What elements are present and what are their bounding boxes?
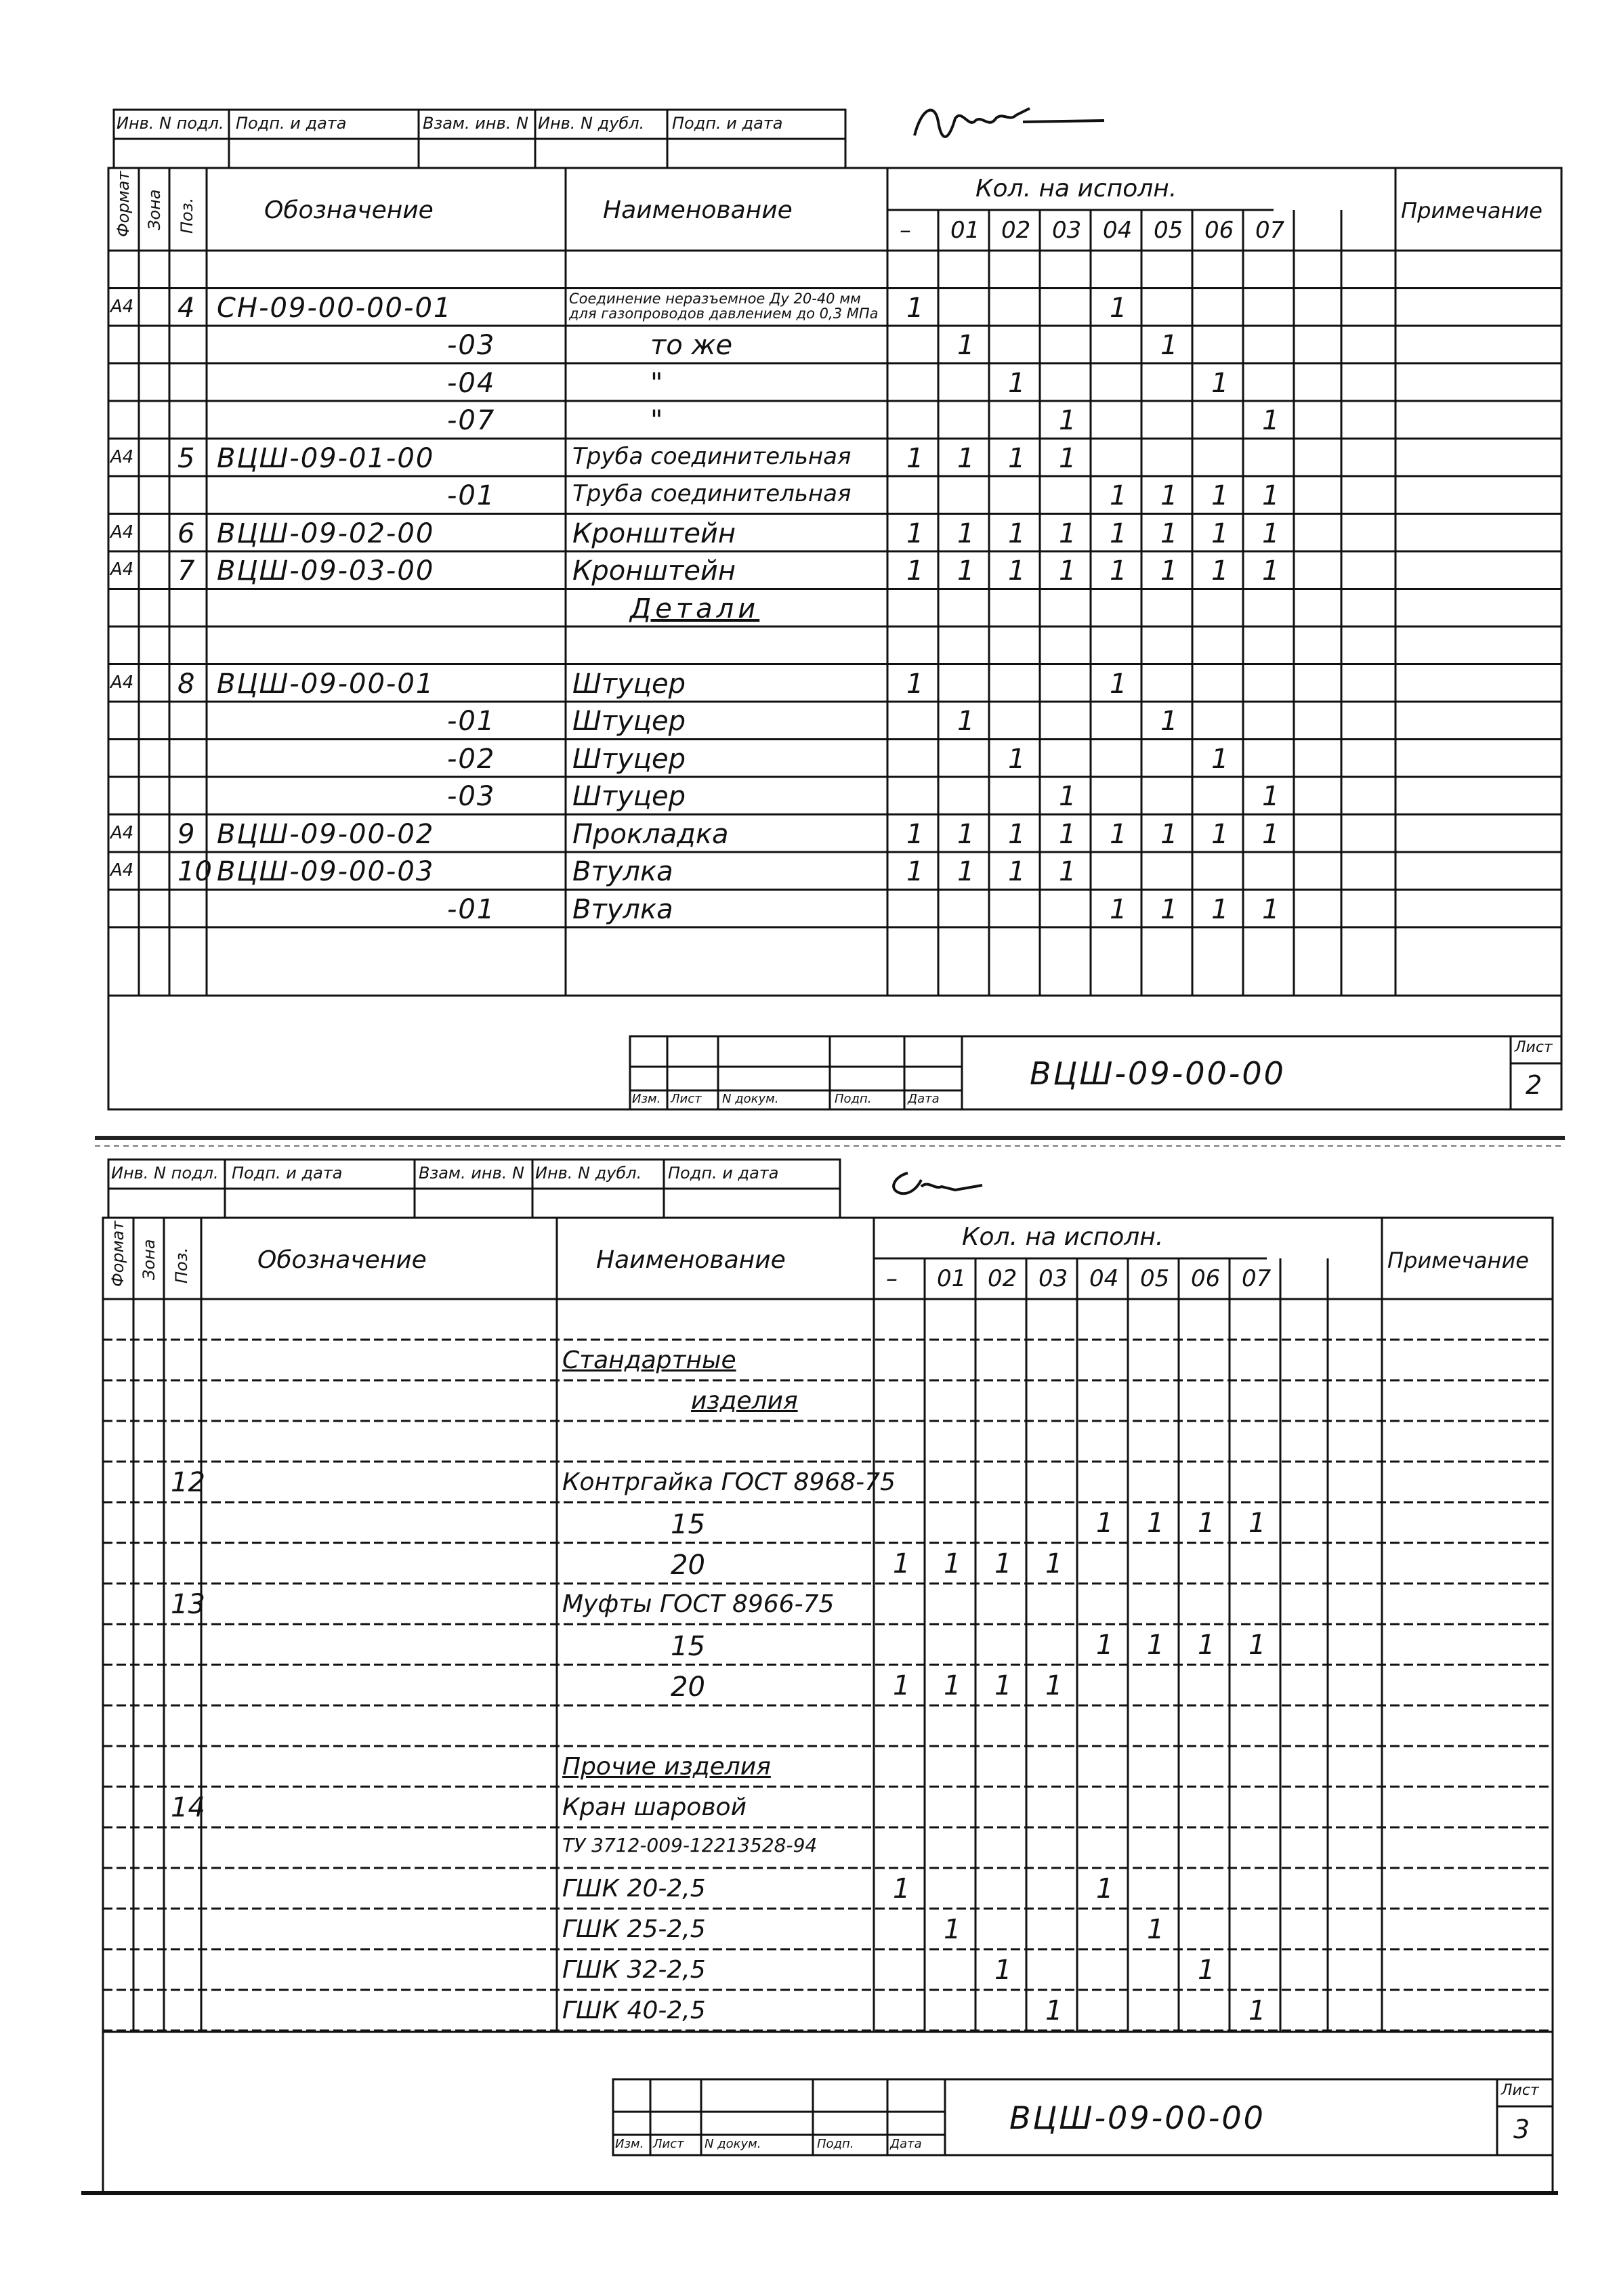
- variant-header-7: 07: [1242, 1265, 1272, 1292]
- qty-cell: 1: [1160, 330, 1178, 361]
- qty-cell: 1: [957, 856, 975, 887]
- row-name: Контргайка ГОСТ 8968-75: [562, 1468, 896, 1496]
- col-name: Наименование: [596, 1246, 786, 1274]
- qty-cell: 1: [957, 555, 975, 587]
- variant-header-2: 02: [1001, 217, 1031, 244]
- row-position: 5: [177, 442, 195, 474]
- qty-cell: 1: [1160, 555, 1178, 587]
- variant-header-4: 04: [1103, 217, 1133, 244]
- qty-cell: 1: [1147, 1508, 1164, 1539]
- col-note: Примечание: [1401, 198, 1542, 224]
- stamp-podp-data-2: Подп. и дата: [672, 114, 783, 133]
- qty-cell: 1: [1262, 893, 1280, 925]
- qty-cell: 1: [906, 856, 924, 887]
- row-designation: ВЦШ-09-02-00: [217, 517, 435, 549]
- tb-data: Дата: [890, 2137, 922, 2151]
- qty-cell: 1: [893, 1873, 910, 1905]
- tb-data: Дата: [908, 1092, 940, 1106]
- qty-cell: 1: [957, 706, 975, 737]
- qty-cell: 1: [1096, 1873, 1114, 1905]
- section-heading: изделия: [691, 1387, 798, 1415]
- row-name: ": [650, 405, 663, 436]
- stamp-vzam: Взам. инв. N: [423, 114, 528, 133]
- qty-cell: 1: [1262, 405, 1280, 436]
- qty-cell: 1: [1198, 1630, 1215, 1661]
- row-designation: -03: [447, 330, 496, 361]
- sheet-number: 3: [1513, 2114, 1530, 2144]
- row-designation: СН-09-00-00-01: [217, 292, 453, 324]
- qty-cell: 1: [1110, 818, 1127, 850]
- row-name: 20: [671, 1550, 705, 1581]
- stamp-inv-podl: Инв. N подл.: [111, 1164, 219, 1183]
- section-heading: Стандартные: [562, 1346, 736, 1374]
- row-name: ГШК 20-2,5: [562, 1875, 706, 1902]
- qty-cell: 1: [1110, 292, 1127, 324]
- row-designation: -02: [447, 743, 496, 775]
- row-name: Штуцер: [572, 668, 686, 700]
- row-designation: ВЦШ-09-00-03: [217, 856, 435, 887]
- row-name: Штуцер: [572, 781, 686, 812]
- row-format: А4: [110, 822, 134, 843]
- qty-cell: 1: [1211, 480, 1229, 511]
- row-name: ГШК 40-2,5: [562, 1997, 706, 2024]
- row-format: А4: [110, 296, 134, 317]
- row-position: 14: [171, 1792, 205, 1823]
- row-name: Труба соединительная: [572, 442, 852, 470]
- col-pos: Поз.: [177, 197, 196, 234]
- qty-cell: 1: [944, 1670, 961, 1701]
- row-name: Прокладка: [572, 818, 729, 850]
- qty-cell: 1: [1110, 893, 1127, 925]
- qty-cell: 1: [1045, 1995, 1063, 2026]
- qty-cell: 1: [893, 1670, 910, 1701]
- row-format: А4: [110, 672, 134, 693]
- qty-cell: 1: [1008, 442, 1026, 474]
- variant-header-7: 07: [1255, 217, 1285, 244]
- row-designation: -04: [447, 367, 496, 399]
- qty-cell: 1: [1008, 517, 1026, 549]
- qty-cell: 1: [906, 555, 924, 587]
- variant-header-3: 03: [1052, 217, 1082, 244]
- qty-cell: 1: [1160, 893, 1178, 925]
- col-designation: Обозначение: [264, 196, 434, 224]
- tb-list: Лист: [671, 1092, 702, 1106]
- qty-cell: 1: [994, 1955, 1012, 1986]
- stamp-podp-data: Подп. и дата: [232, 1164, 343, 1183]
- row-name: Муфты ГОСТ 8966-75: [562, 1590, 835, 1618]
- tb-n-dokum: N докум.: [705, 2137, 761, 2151]
- tb-podp: Подп.: [835, 1092, 872, 1106]
- document-number: ВЦШ-09-00-00: [1009, 2100, 1265, 2136]
- qty-cell: 1: [1262, 517, 1280, 549]
- row-format: А4: [110, 522, 134, 543]
- qty-cell: 1: [1059, 555, 1076, 587]
- col-format: Формат: [114, 171, 133, 237]
- row-position: 8: [177, 668, 195, 700]
- qty-cell: 1: [944, 1548, 961, 1579]
- qty-cell: 1: [1198, 1955, 1215, 1986]
- tb-izm: Изм.: [632, 1092, 661, 1106]
- row-position: 4: [177, 292, 195, 324]
- col-zone: Зона: [140, 1239, 159, 1280]
- qty-cell: 1: [1045, 1548, 1063, 1579]
- row-designation: ВЦШ-09-03-00: [217, 555, 435, 587]
- row-position: 10: [177, 856, 212, 887]
- col-format: Формат: [108, 1220, 127, 1287]
- row-name: 15: [671, 1631, 705, 1662]
- qty-cell: 1: [1262, 555, 1280, 587]
- row-position: 12: [171, 1467, 205, 1498]
- qty-cell: 1: [957, 330, 975, 361]
- qty-cell: 1: [957, 818, 975, 850]
- qty-cell: 1: [1147, 1630, 1164, 1661]
- qty-cell: 1: [1059, 517, 1076, 549]
- row-designation: -03: [447, 781, 496, 812]
- sheet-label: Лист: [1515, 1039, 1553, 1056]
- col-pos: Поз.: [172, 1247, 191, 1283]
- row-designation: ВЦШ-09-01-00: [217, 442, 435, 474]
- row-name: ": [650, 367, 663, 399]
- variant-header-0: –: [900, 217, 911, 244]
- qty-cell: 1: [1211, 367, 1229, 399]
- qty-cell: 1: [893, 1548, 910, 1579]
- qty-cell: 1: [1096, 1630, 1114, 1661]
- variant-header-0: –: [886, 1265, 898, 1292]
- row-name: Кронштейн: [572, 555, 736, 587]
- tb-n-dokum: N докум.: [722, 1092, 779, 1106]
- row-designation: ВЦШ-09-00-02: [217, 818, 435, 850]
- row-name: ТУ 3712-009-12213528-94: [562, 1834, 818, 1856]
- col-qty-group: Кол. на исполн.: [975, 175, 1177, 203]
- tb-izm: Изм.: [615, 2137, 644, 2151]
- qty-cell: 1: [1059, 856, 1076, 887]
- qty-cell: 1: [1110, 517, 1127, 549]
- variant-header-5: 05: [1154, 217, 1183, 244]
- qty-cell: 1: [1262, 480, 1280, 511]
- row-position: 7: [177, 555, 195, 587]
- row-name: Труба соединительная: [572, 480, 852, 507]
- row-name: то же: [650, 330, 733, 361]
- qty-cell: 1: [1211, 743, 1229, 775]
- row-designation: ВЦШ-09-00-01: [217, 668, 435, 700]
- qty-cell: 1: [1160, 706, 1178, 737]
- qty-cell: 1: [1211, 555, 1229, 587]
- qty-cell: 1: [1008, 743, 1026, 775]
- qty-cell: 1: [1008, 818, 1026, 850]
- row-name: Соединение неразъемное Ду 20-40 мм для газопроводов давлением до 0,3 МПа: [569, 290, 879, 322]
- qty-cell: 1: [1262, 781, 1280, 812]
- variant-header-2: 02: [988, 1265, 1017, 1292]
- qty-cell: 1: [1059, 442, 1076, 474]
- row-name: Втулка: [572, 893, 673, 925]
- qty-cell: 1: [1008, 555, 1026, 587]
- qty-cell: 1: [1059, 781, 1076, 812]
- tb-list: Лист: [653, 2137, 684, 2151]
- variant-header-6: 06: [1204, 217, 1234, 244]
- col-note: Примечание: [1387, 1248, 1529, 1273]
- qty-cell: 1: [906, 668, 924, 700]
- qty-cell: 1: [1160, 480, 1178, 511]
- row-position: 13: [171, 1589, 205, 1620]
- qty-cell: 1: [1211, 893, 1229, 925]
- variant-header-1: 01: [950, 217, 980, 244]
- qty-cell: 1: [957, 517, 975, 549]
- sheet-label: Лист: [1501, 2082, 1539, 2099]
- qty-cell: 1: [1160, 517, 1178, 549]
- stamp-vzam: Взам. инв. N: [419, 1164, 524, 1183]
- qty-cell: 1: [1248, 1508, 1266, 1539]
- row-name: Втулка: [572, 856, 673, 887]
- document-number: ВЦШ-09-00-00: [1030, 1055, 1286, 1092]
- stamp-podp-data: Подп. и дата: [236, 114, 347, 133]
- variant-header-1: 01: [937, 1265, 967, 1292]
- qty-cell: 1: [906, 292, 924, 324]
- row-name: ГШК 25-2,5: [562, 1915, 706, 1943]
- qty-cell: 1: [1110, 668, 1127, 700]
- qty-cell: 1: [1147, 1914, 1164, 1945]
- row-designation: -01: [447, 480, 496, 511]
- section-heading: Прочие изделия: [562, 1753, 771, 1781]
- tb-podp: Подп.: [817, 2137, 854, 2151]
- qty-cell: 1: [1198, 1508, 1215, 1539]
- qty-cell: 1: [1211, 517, 1229, 549]
- qty-cell: 1: [994, 1670, 1012, 1701]
- qty-cell: 1: [1110, 555, 1127, 587]
- qty-cell: 1: [906, 517, 924, 549]
- qty-cell: 1: [1248, 1630, 1266, 1661]
- col-qty-group: Кол. на исполн.: [962, 1223, 1164, 1251]
- row-format: А4: [110, 559, 134, 580]
- stamp-inv-dubl: Инв. N дубл.: [535, 1164, 642, 1183]
- qty-cell: 1: [944, 1914, 961, 1945]
- row-format: А4: [110, 446, 134, 467]
- qty-cell: 1: [1096, 1508, 1114, 1539]
- qty-cell: 1: [1008, 856, 1026, 887]
- qty-cell: 1: [1110, 480, 1127, 511]
- section-heading: Детали: [630, 593, 760, 624]
- stamp-inv-dubl: Инв. N дубл.: [538, 114, 645, 133]
- row-format: А4: [110, 860, 134, 880]
- stamp-podp-data-2: Подп. и дата: [668, 1164, 779, 1183]
- signature-2: [881, 1160, 1016, 1207]
- row-position: 6: [177, 517, 195, 549]
- qty-cell: 1: [906, 442, 924, 474]
- variant-header-3: 03: [1038, 1265, 1068, 1292]
- stamp-inv-podl: Инв. N подл.: [117, 114, 224, 133]
- row-designation: -01: [447, 706, 496, 737]
- sheet-number: 2: [1526, 1070, 1542, 1100]
- variant-header-6: 06: [1191, 1265, 1221, 1292]
- col-designation: Обозначение: [257, 1246, 427, 1274]
- col-zone: Зона: [145, 189, 164, 230]
- row-name: Штуцер: [572, 743, 686, 775]
- row-position: 9: [177, 818, 195, 850]
- qty-cell: 1: [1045, 1670, 1063, 1701]
- variant-header-4: 04: [1089, 1265, 1119, 1292]
- row-name: 15: [671, 1509, 705, 1540]
- qty-cell: 1: [1059, 405, 1076, 436]
- qty-cell: 1: [957, 442, 975, 474]
- qty-cell: 1: [1262, 818, 1280, 850]
- qty-cell: 1: [1008, 367, 1026, 399]
- qty-cell: 1: [994, 1548, 1012, 1579]
- qty-cell: 1: [1211, 818, 1229, 850]
- qty-cell: 1: [906, 818, 924, 850]
- row-name: Кран шаровой: [562, 1793, 747, 1821]
- qty-cell: 1: [1248, 1995, 1266, 2026]
- variant-header-5: 05: [1140, 1265, 1170, 1292]
- row-name: Кронштейн: [572, 517, 736, 549]
- row-name: 20: [671, 1672, 705, 1703]
- col-name: Наименование: [603, 196, 793, 224]
- row-name: Штуцер: [572, 706, 686, 737]
- qty-cell: 1: [1059, 818, 1076, 850]
- row-designation: -07: [447, 405, 496, 436]
- row-designation: -01: [447, 893, 496, 925]
- row-name: ГШК 32-2,5: [562, 1956, 706, 1984]
- qty-cell: 1: [1160, 818, 1178, 850]
